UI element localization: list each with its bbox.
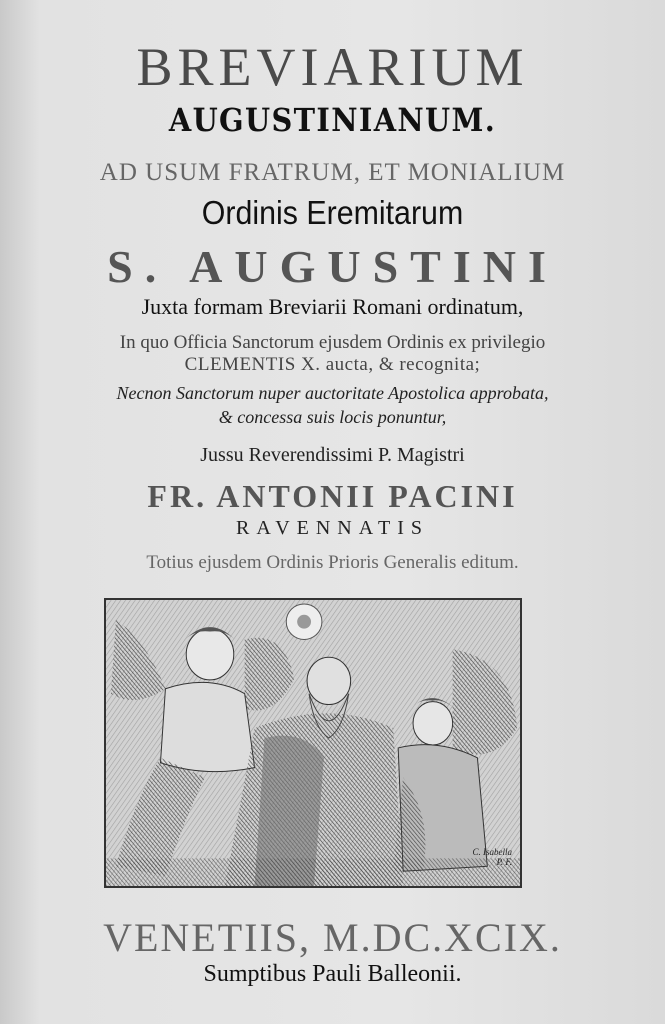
engraver-signature [473, 848, 513, 868]
editor-origin: RAVENNATIS [236, 517, 429, 539]
concessa-line: & concessa suis locis ponuntur, [218, 407, 447, 427]
editor-title-line: Totius ejusdem Ordinis Prioris Generalis editum. [146, 552, 519, 573]
order-line: Ordinis Eremitarum [201, 194, 464, 231]
clementis-line: CLEMENTIS X. aucta, & recognita; [184, 354, 481, 375]
signature-line-2: P. F. [496, 857, 512, 868]
engraving-drawing [106, 600, 520, 886]
main-title: BREVIARIUM [136, 37, 529, 97]
usage-line: AD USUM FRATRUM, ET MONIALIUM [99, 159, 566, 186]
necnon-line: Necnon Sanctorum nuper auctoritate Apostolica approbata, [116, 383, 549, 403]
form-line: Juxta formam Breviarii Romani ordinatum, [141, 294, 524, 319]
engraving-illustration [104, 598, 522, 888]
subtitle: AUGUSTINIANUM. [168, 101, 497, 139]
radiant-sun-icon [286, 604, 322, 640]
saint-name: S. AUGUSTINI [107, 241, 558, 292]
officia-line: In quo Officia Sanctorum ejusdem Ordinis ex privilegio [119, 332, 546, 353]
editor-name: FR. ANTONII PACINI [147, 478, 518, 514]
jussu-line: Jussu Reverendissimi P. Magistri [200, 444, 465, 466]
imprint-place-date: VENETIIS, M.DC.XCIX. [103, 915, 562, 960]
signature-line-1: C. Isabella [472, 847, 512, 858]
imprint-publisher: Sumptibus Pauli Balleonii. [203, 961, 462, 987]
